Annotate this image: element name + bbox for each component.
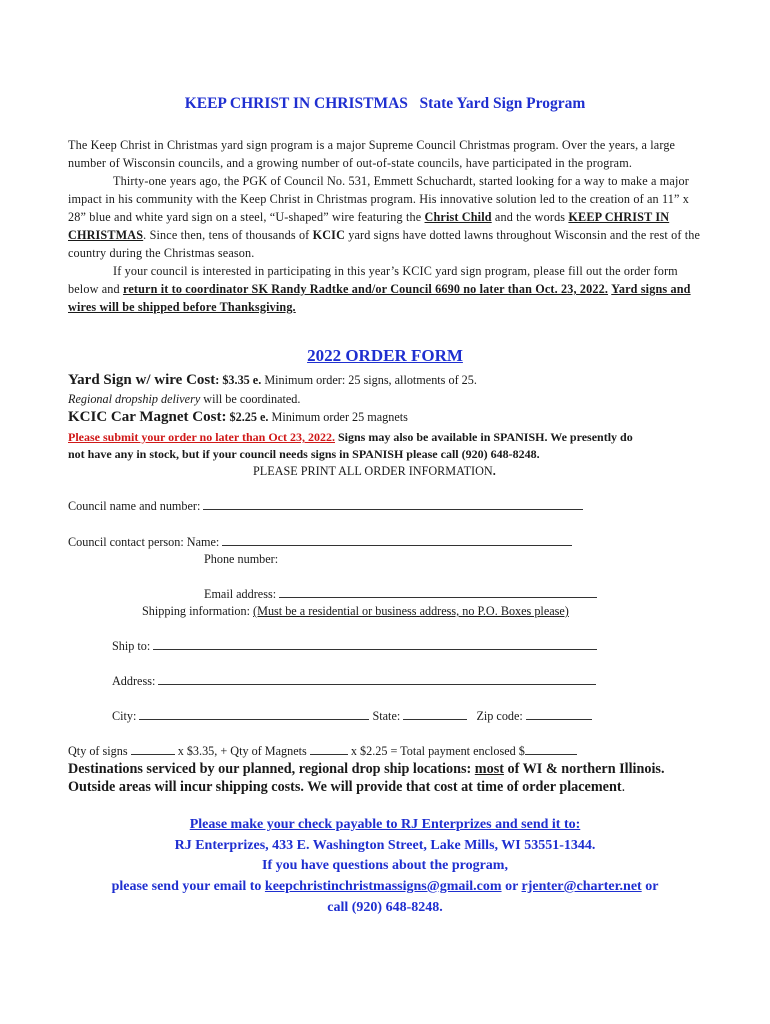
regional-delivery-line (68, 392, 300, 407)
address-field[interactable] (112, 674, 596, 689)
email-label: Email address: (204, 587, 277, 601)
state-blank[interactable] (403, 709, 467, 720)
total-payment-label: x $2.25 = Total payment enclosed $ (350, 744, 525, 758)
email-field[interactable] (204, 587, 597, 602)
ship-to-blank[interactable] (153, 639, 597, 650)
intro-section (68, 136, 704, 316)
magnet-cost-line (68, 409, 408, 426)
kcic-emphasis: KCIC (312, 228, 346, 242)
regional-delivery-note-b: will be coordinated. (200, 392, 301, 406)
council-name-label: Council name and number: (68, 499, 201, 513)
intro-paragraph-3 (68, 262, 704, 316)
quantity-line[interactable] (68, 744, 577, 759)
zip-label: Zip code: (476, 709, 523, 723)
qty-magnets-label: x $3.35, + Qty of Magnets (177, 744, 307, 758)
shipping-info-line (142, 604, 569, 619)
questions-line: If you have questions about the program, (262, 858, 508, 873)
spanish-note-b: not have any in stock, but if your council needs signs in SPANISH please call (920) 648-8248. (68, 447, 540, 461)
order-form-title: 2022 ORDER FORM (307, 346, 463, 365)
contact-name-field[interactable] (68, 535, 572, 550)
intro-p3-text-a: If your council is interested in participating in this year’s KCIC yard sign program, please fill out the order form below and (68, 264, 678, 296)
state-label: State: (372, 709, 401, 723)
magnet-cost-label: KCIC Car Magnet Cost: (68, 409, 227, 425)
contact-name-blank[interactable] (222, 535, 572, 546)
shipping-note-emphasis: Yard signs and wires will be shipped before Thanksgiving. (68, 282, 691, 314)
magnet-minimum: Minimum order 25 magnets (268, 410, 408, 424)
return-deadline-emphasis: return it to coordinator SK Randy Radtke and/or Council 6690 no later than Oct. 23, 2022. (122, 282, 609, 296)
destinations-text-a: Destinations serviced by our planned, regional drop ship locations: (68, 761, 475, 777)
council-name-field[interactable] (68, 499, 583, 514)
regional-delivery-note: Regional dropship delivery (68, 392, 201, 406)
qty-signs-blank[interactable] (131, 744, 175, 755)
qty-signs-label: Qty of signs (68, 744, 128, 758)
submit-deadline-warning: Please submit your order no later than Oct 23, 2022. (68, 430, 335, 444)
kcic-words-emphasis: KEEP CHRIST IN CHRISTMAS (68, 210, 670, 242)
city-label: City: (112, 709, 137, 723)
ship-to-field[interactable] (112, 639, 597, 654)
intro-paragraph-1-text: The Keep Christ in Christmas yard sign program is a major Supreme Council Christmas program. Over the years, a large number of Wisconsin councils, and a growing number of out-of-state councils, have participated in the program. (68, 138, 676, 170)
city-state-zip-line[interactable] (112, 709, 592, 724)
qty-magnets-blank[interactable] (310, 744, 348, 755)
deadline-line (68, 430, 633, 445)
intro-paragraph-2 (68, 172, 704, 262)
intro-p2-text-d: yard signs have dotted lawns throughout Wisconsin and the rest of the country during the Christmas season. (68, 228, 701, 260)
intro-paragraph-1 (68, 136, 704, 172)
total-payment-blank[interactable] (525, 744, 577, 755)
payment-instruction-line: Please make your check payable to RJ Enterprizes and send it to: (189, 817, 581, 832)
contact-email-line (0, 879, 770, 895)
destinations-most: most (474, 761, 504, 777)
print-note-line (253, 464, 496, 479)
contact-email-prefix: please send your email to (111, 879, 265, 894)
phone-call-line: call (920) 648-8248. (327, 900, 443, 915)
shipping-info-label: Shipping information: (142, 604, 254, 618)
spanish-note-a: Signs may also be available in SPANISH. We presently do (335, 430, 633, 444)
city-blank[interactable] (139, 709, 369, 720)
contact-email-or: or (501, 879, 522, 894)
email-blank[interactable] (279, 587, 597, 598)
mailing-address-line: RJ Enterprizes, 433 E. Washington Street, Lake Mills, WI 53551-1344. (174, 838, 596, 853)
destinations-dot: . (621, 779, 626, 795)
destinations-text-b: of WI & northern Illinois. Outside areas will incur shipping costs. We will provide that cost at time of order placement (68, 761, 665, 795)
intro-p2-text-a: Thirty-one years ago, the PGK of Council No. 531, Emmett Schuchardt, started looking for a way to make a major impact in his community with the Keep Christ in Christmas program. His innovative solution led to the creation of an 11” x 28” blue and white yard sign on a steel, “U-shaped” wire featuring the (68, 174, 690, 224)
council-name-blank[interactable] (203, 499, 583, 510)
print-note-dot: . (492, 464, 496, 478)
yard-sign-cost-label: Yard Sign w/ wire Cost (68, 372, 216, 388)
intro-p2-text-b: and the words (491, 210, 569, 224)
address-blank[interactable] (158, 674, 596, 685)
yard-sign-price: : $3.35 e. (215, 373, 262, 387)
destinations-note (68, 760, 668, 796)
magnet-price: $2.25 e. (226, 410, 269, 424)
spanish-line (68, 447, 540, 462)
intro-p2-text-c: . Since then, tens of thousands of (143, 228, 313, 242)
yard-sign-cost-line (68, 372, 477, 389)
phone-field[interactable] (204, 552, 278, 567)
zip-blank[interactable] (526, 709, 592, 720)
ship-to-label: Ship to: (112, 639, 151, 653)
print-note: PLEASE PRINT ALL ORDER INFORMATION (253, 464, 493, 478)
phone-label: Phone number: (204, 552, 279, 566)
contact-email-suffix: or (641, 879, 659, 894)
yard-sign-minimum: Minimum order: 25 signs, allotments of 25. (261, 373, 477, 387)
address-label: Address: (112, 674, 156, 688)
shipping-address-note: (Must be a residential or business address, no P.O. Boxes please) (253, 604, 569, 618)
page-title: KEEP CHRIST IN CHRISTMAS State Yard Sign Program (184, 95, 586, 112)
email-link-rjenter[interactable]: rjenter@charter.net (521, 879, 642, 894)
contact-name-label: Council contact person: Name: (68, 535, 220, 549)
christ-child-emphasis: Christ Child (424, 210, 492, 224)
email-link-kcic[interactable]: keepchristinchristmassigns@gmail.com (264, 879, 502, 894)
